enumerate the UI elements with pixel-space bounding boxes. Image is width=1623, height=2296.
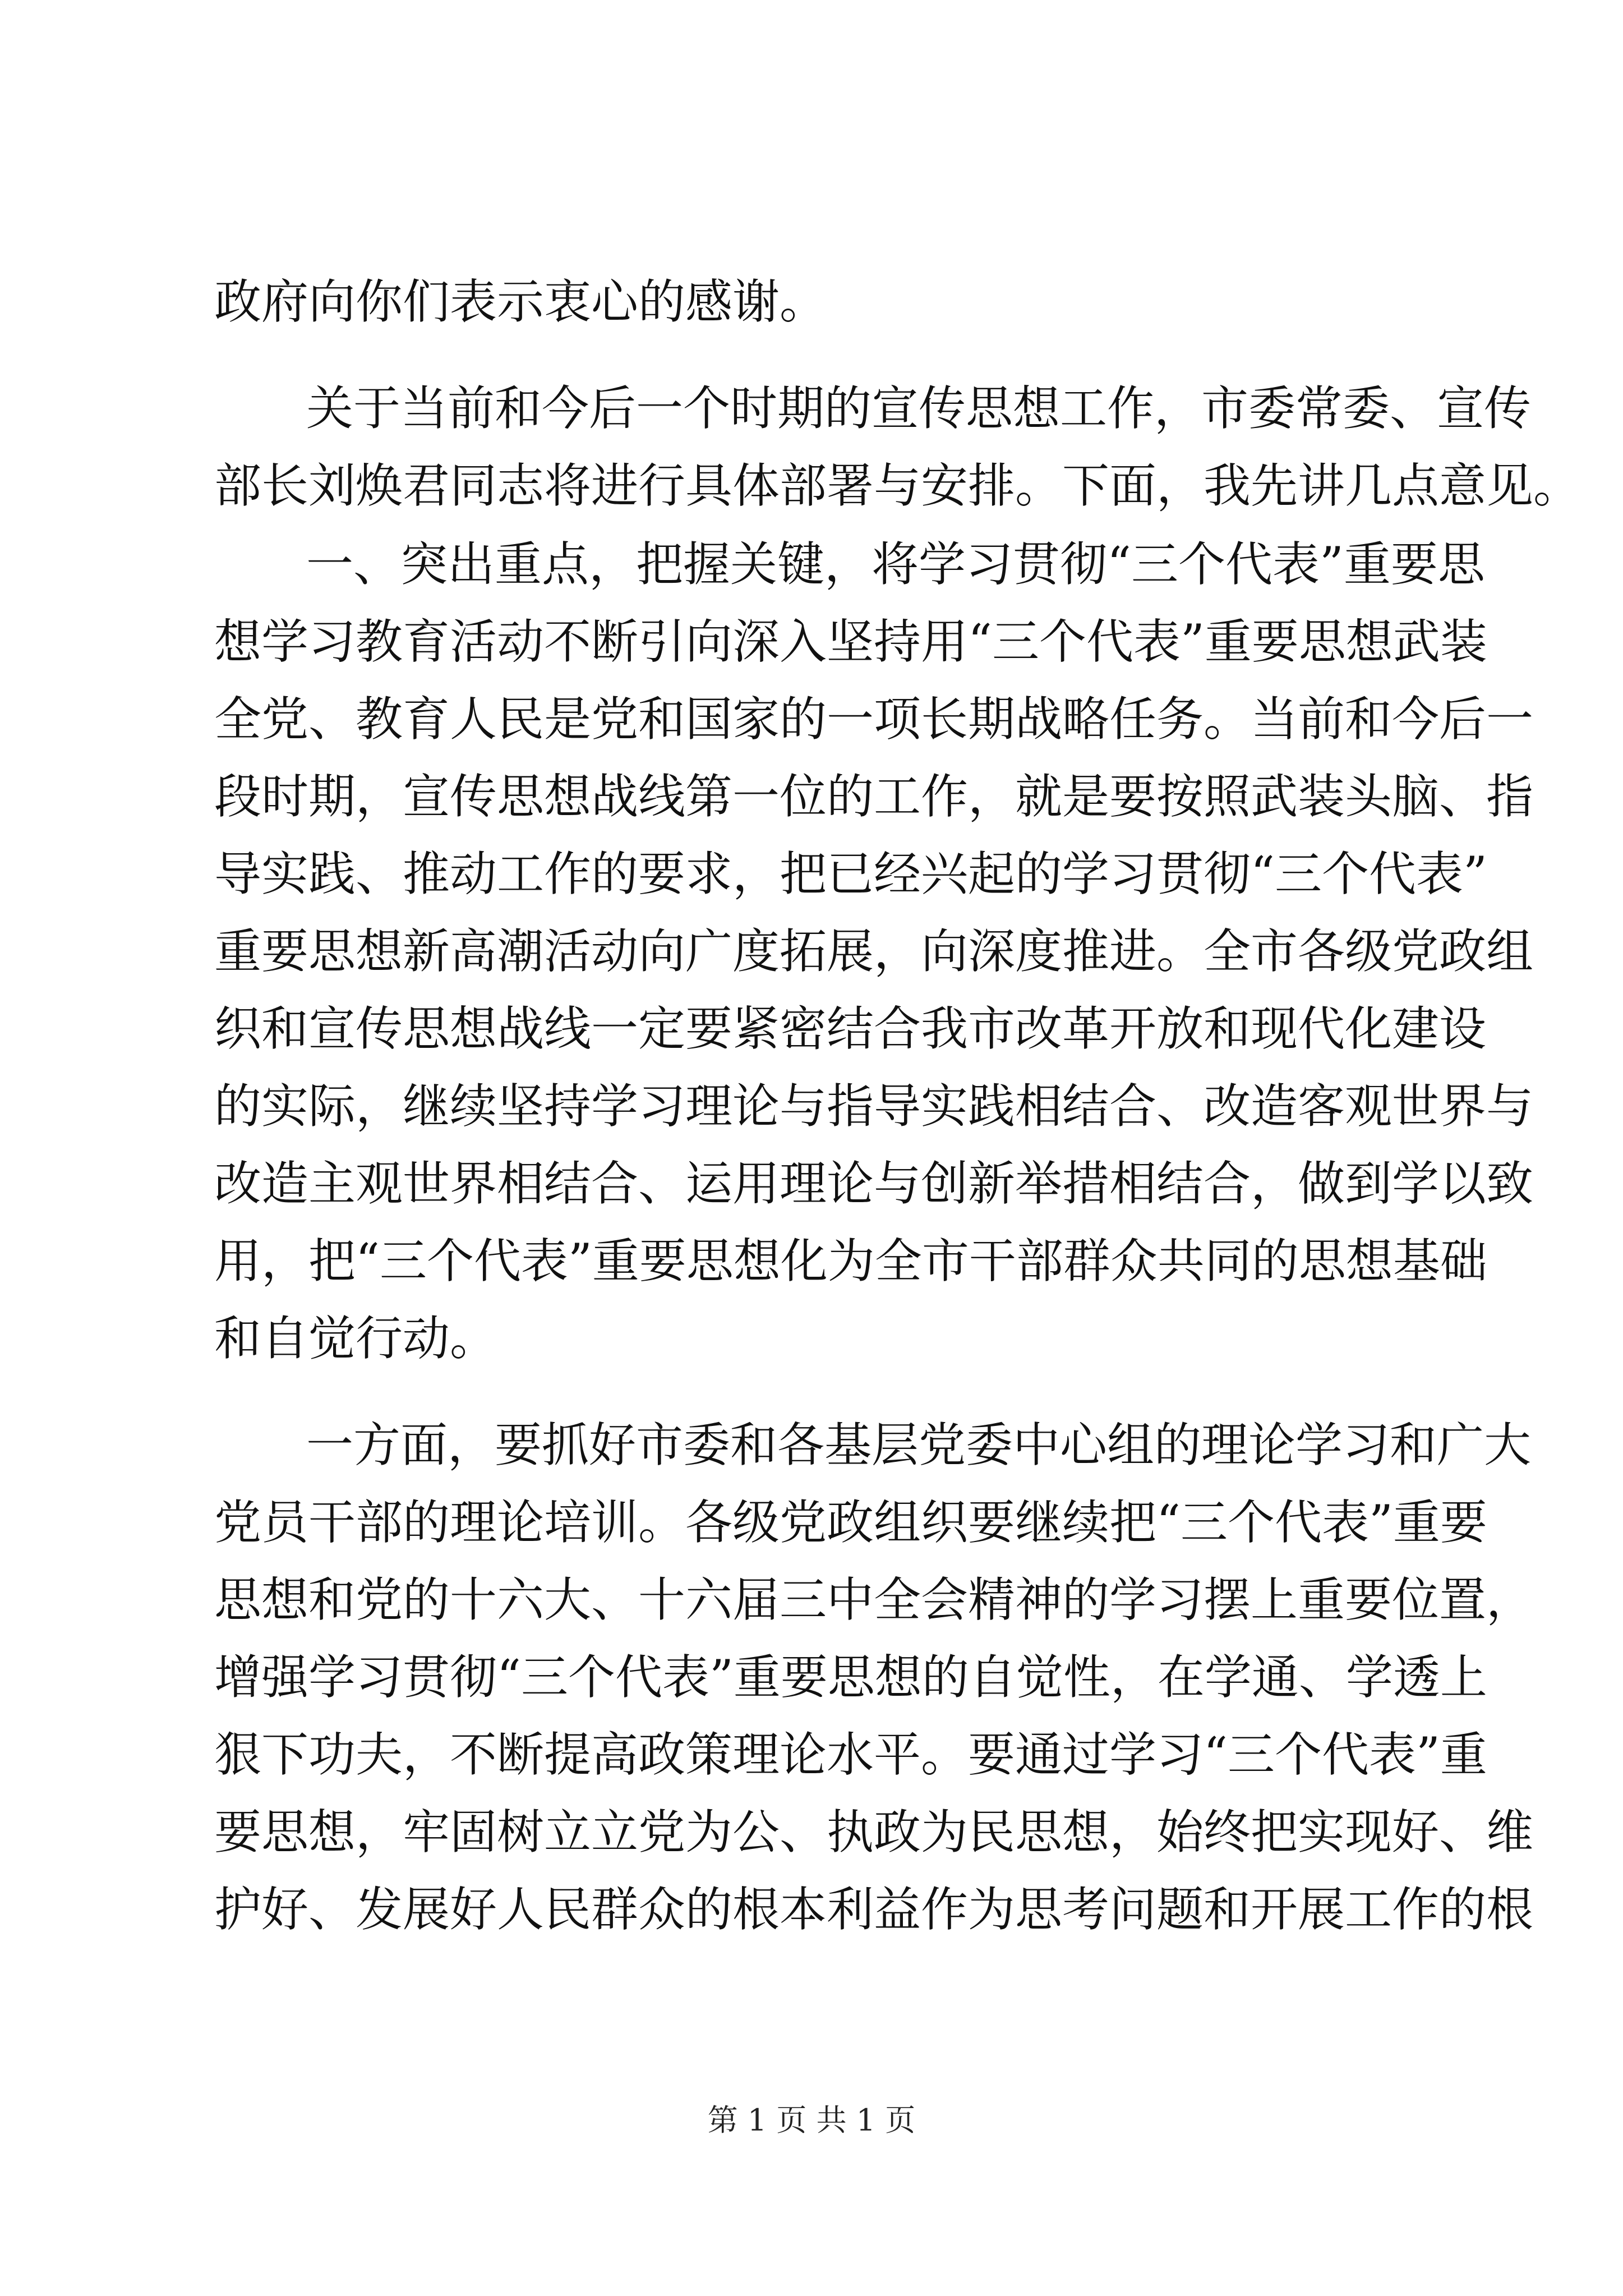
body-line: 重要思想新高潮活动向广度拓展，向深度推进。全市各级党政组 [214, 924, 1534, 979]
body-line: 一方面，要抓好市委和各基层党委中心组的理论学习和广大 [306, 1418, 1532, 1473]
page-footer: 第 1 页 共 1 页 [707, 2102, 916, 2138]
body-line: 部长刘焕君同志将进行具体部署与安排。下面，我先讲几点意见。 [214, 458, 1581, 513]
body-line: 关于当前和今后一个时期的宣传思想工作，市委常委、宣传 [306, 381, 1532, 436]
body-line: 党员干部的理论培训。各级党政组织要继续把“三个代表”重要 [214, 1495, 1487, 1550]
body-line: 狠下功夫，不断提高政策理论水平。要通过学习“三个代表”重 [214, 1727, 1487, 1782]
body-line: 增强学习贯彻“三个代表”重要思想的自觉性，在学通、学透上 [214, 1650, 1487, 1705]
body-line: 全党、教育人民是党和国家的一项长期战略任务。当前和今后一 [214, 692, 1534, 747]
body-line: 改造主观世界相结合、运用理论与创新举措相结合，做到学以致 [214, 1156, 1534, 1211]
body-line: 的实际，继续坚持学习理论与指导实践相结合、改造客观世界与 [214, 1079, 1534, 1134]
body-line: 想学习教育活动不断引向深入坚持用“三个代表”重要思想武装 [214, 614, 1487, 669]
body-line: 一、突出重点，把握关键，将学习贯彻“三个代表”重要思 [306, 537, 1485, 592]
body-line: 思想和党的十六大、十六届三中全会精神的学习摆上重要位置， [214, 1572, 1534, 1627]
body-line: 护好、发展好人民群众的根本利益作为思考问题和开展工作的根 [214, 1882, 1534, 1937]
body-line: 要思想，牢固树立立党为公、执政为民思想，始终把实现好、维 [214, 1805, 1534, 1860]
body-line: 和自觉行动。 [214, 1311, 497, 1366]
body-line: 用，把“三个代表”重要思想化为全市干部群众共同的思想基础 [214, 1234, 1487, 1289]
body-line: 织和宣传思想战线一定要紧密结合我市改革开放和现代化建设 [214, 1001, 1487, 1056]
body-line: 导实践、推动工作的要求，把已经兴起的学习贯彻“三个代表” [214, 846, 1487, 901]
body-line: 段时期，宣传思想战线第一位的工作，就是要按照武装头脑、指 [214, 769, 1534, 824]
body-line: 政府向你们表示衷心的感谢。 [214, 274, 827, 329]
